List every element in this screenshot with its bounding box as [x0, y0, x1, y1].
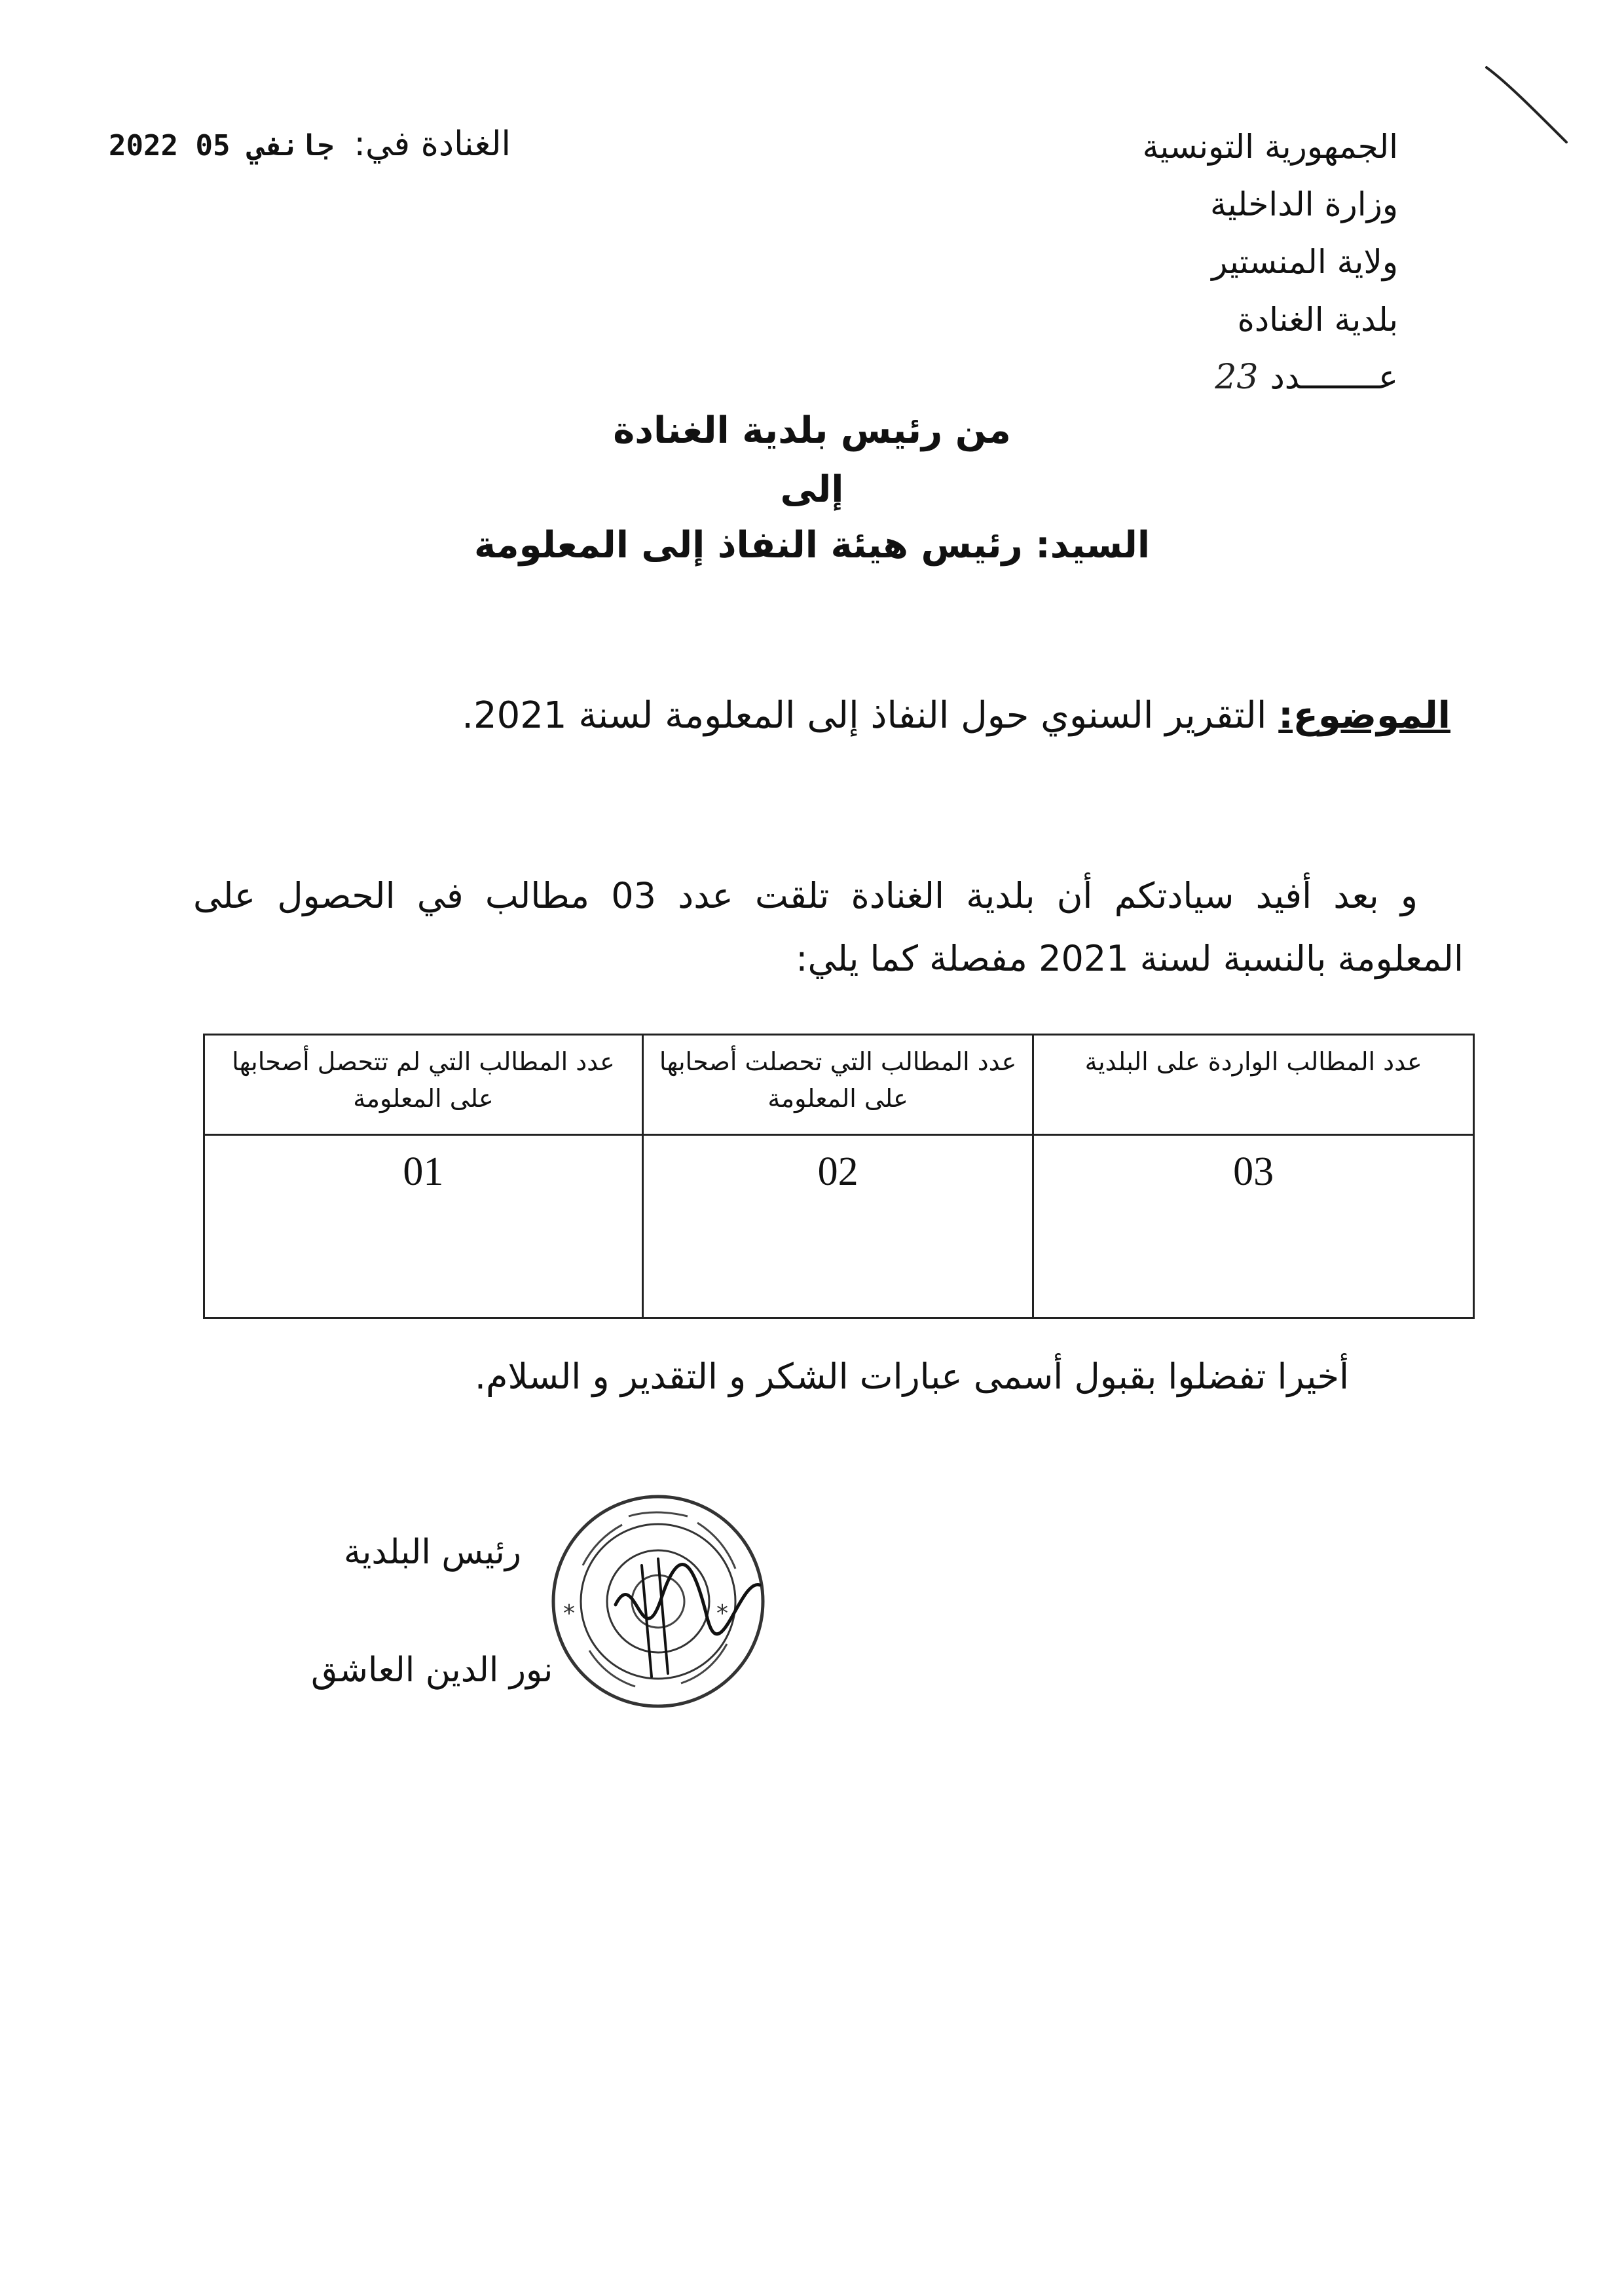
- header-obtained: عدد المطالب التي تحصلت أصحابها على المعلومة: [642, 1035, 1033, 1135]
- closing-line: أخيرا تفضلوا بقبول أسمى عبارات الشكر و التقدير و السلام.: [474, 1356, 1349, 1397]
- letterhead-ministry: وزارة الداخلية: [1209, 185, 1398, 223]
- date-line: [92, 124, 511, 164]
- svg-text:*: *: [563, 1600, 575, 1627]
- reference-number: 23: [1215, 358, 1259, 397]
- letterhead-reference: [940, 348, 1398, 406]
- date-stamp: 2022 جانفي 05: [109, 129, 335, 162]
- sender-line: من رئيس بلدية الغنادة: [613, 409, 1011, 452]
- subject-text: التقرير السنوي حول النفاذ إلى المعلومة لسنة 2021.: [462, 694, 1267, 737]
- value-not-obtained: 01: [204, 1135, 643, 1318]
- body-paragraph: و بعد أفيد سيادتكم أن بلدية الغنادة تلقت عدد 03 مطالب في الحصول على المعلومة بالنسبة لسنة 2021 مفصلة كما يلي:: [193, 875, 1464, 979]
- requests-table: [203, 1034, 1475, 1319]
- header-received: عدد المطالب الواردة على البلدية: [1033, 1035, 1474, 1135]
- letterhead-municipality: بلدية الغنادة: [1237, 301, 1398, 339]
- value-received: 03: [1033, 1135, 1474, 1318]
- recipient-line: السيد: رئيس هيئة النفاذ إلى المعلومة: [473, 524, 1151, 567]
- reference-label: عــــــــدد: [1270, 358, 1398, 396]
- letterhead-country: الجمهورية التونسية: [1142, 128, 1398, 166]
- subject-line: [462, 694, 1450, 737]
- signature-name: نور الدين العاشق: [311, 1651, 553, 1690]
- official-seal-icon: [544, 1487, 773, 1716]
- to-word: إلى: [780, 468, 844, 511]
- date-label: الغنادة في:: [354, 124, 511, 164]
- pen-stroke-mark: [1480, 62, 1572, 147]
- letterhead-governorate: ولاية المنستير: [1211, 243, 1398, 281]
- table-row: [204, 1135, 1474, 1318]
- value-obtained: 02: [642, 1135, 1033, 1318]
- signature-title: رئيس البلدية: [344, 1533, 521, 1572]
- svg-text:*: *: [716, 1600, 728, 1627]
- table-header-row: [204, 1035, 1474, 1135]
- header-not-obtained: عدد المطالب التي لم تتحصل أصحابها على المعلومة: [204, 1035, 643, 1135]
- letterhead: [940, 118, 1398, 406]
- subject-label: الموضوع:: [1278, 694, 1450, 737]
